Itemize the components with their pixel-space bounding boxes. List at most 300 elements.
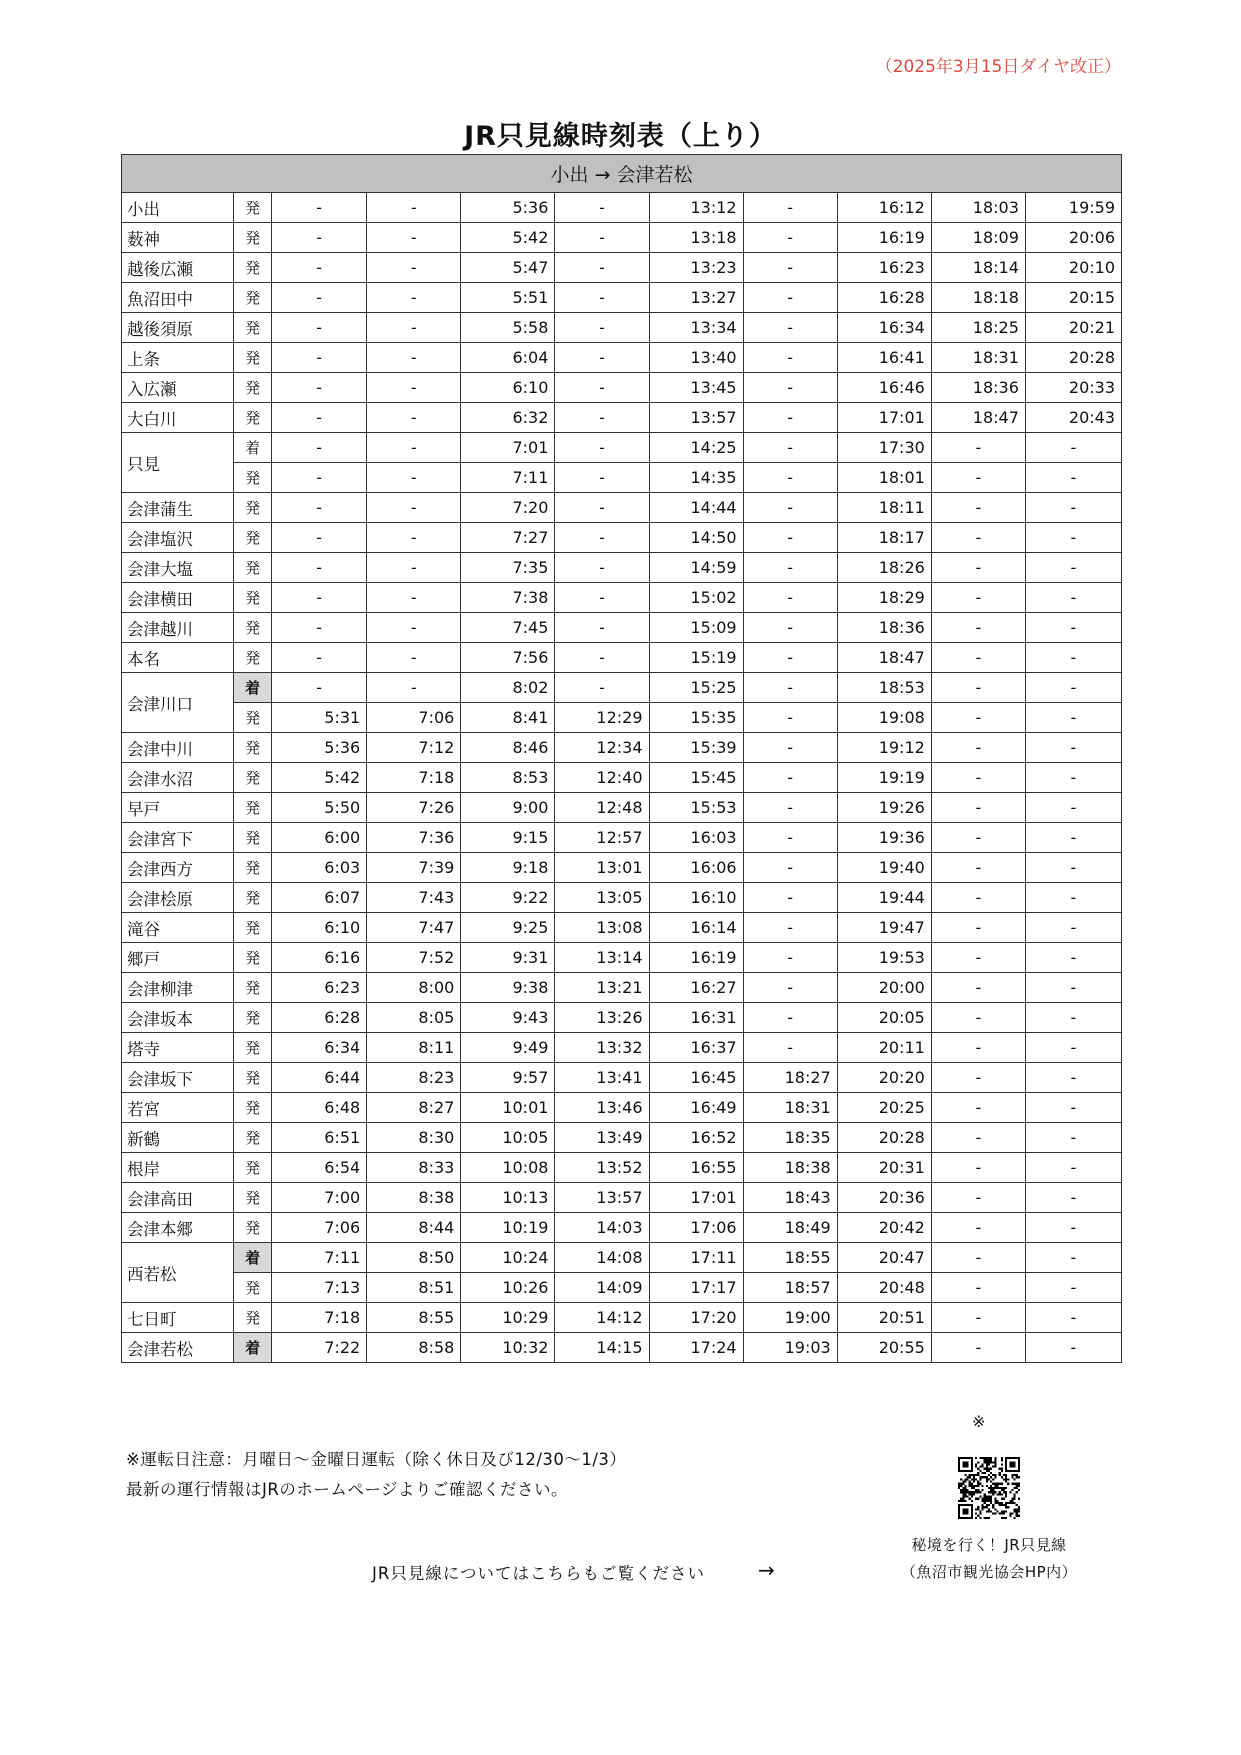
time-cell: - [367,433,461,463]
table-row [122,673,1122,703]
time-cell: - [555,313,649,343]
time-cell: 13:18 [649,223,743,253]
time-cell: 13:40 [649,343,743,373]
time-cell: 17:01 [649,1183,743,1213]
time-cell: - [555,193,649,223]
time-cell: 10:13 [461,1183,555,1213]
time-cell: - [555,583,649,613]
time-cell: 13:14 [555,943,649,973]
time-cell: 7:01 [461,433,555,463]
time-cell: - [555,343,649,373]
time-cell: 14:09 [555,1273,649,1303]
time-cell: - [272,553,367,583]
time-cell: - [1025,1273,1121,1303]
time-cell: 6:48 [272,1093,367,1123]
time-cell: 16:45 [649,1063,743,1093]
table-row [122,193,1122,223]
station-name: 会津水沼 [122,763,234,793]
station-name: 会津大塩 [122,553,234,583]
arrival-departure-mark: 発 [234,1183,272,1213]
time-cell: - [931,553,1025,583]
arrival-departure-mark: 発 [234,1033,272,1063]
time-cell: 16:34 [837,313,931,343]
time-cell: - [931,733,1025,763]
time-cell: - [1025,1033,1121,1063]
time-cell: - [272,403,367,433]
time-cell: - [743,823,837,853]
time-cell: - [367,523,461,553]
time-cell: 10:19 [461,1213,555,1243]
time-cell: - [367,493,461,523]
time-cell: - [743,673,837,703]
time-cell: - [272,523,367,553]
time-cell: - [272,463,367,493]
time-cell: - [1025,1243,1121,1273]
time-cell: - [1025,733,1121,763]
time-cell: 7:27 [461,523,555,553]
time-cell: 17:30 [837,433,931,463]
station-name: 会津塩沢 [122,523,234,553]
time-cell: 7:56 [461,643,555,673]
time-cell: - [931,763,1025,793]
time-cell: - [272,433,367,463]
time-cell: 14:25 [649,433,743,463]
time-cell: 15:02 [649,583,743,613]
time-cell: - [743,613,837,643]
arrival-departure-mark: 発 [234,283,272,313]
time-cell: - [555,223,649,253]
time-cell: 20:20 [837,1063,931,1093]
time-cell: - [743,343,837,373]
time-cell: - [1025,613,1121,643]
time-cell: - [1025,1153,1121,1183]
time-cell: 18:17 [837,523,931,553]
time-cell: - [272,223,367,253]
time-cell: 8:55 [367,1303,461,1333]
time-cell: - [272,343,367,373]
station-name: 会津桧原 [122,883,234,913]
table-row [122,943,1122,973]
station-name: 根岸 [122,1153,234,1183]
time-cell: 18:47 [837,643,931,673]
station-name: 会津蒲生 [122,493,234,523]
table-row [122,283,1122,313]
time-cell: - [931,583,1025,613]
station-name: 会津坂本 [122,1003,234,1033]
time-cell: 15:45 [649,763,743,793]
time-cell: 12:48 [555,793,649,823]
time-cell: 7:52 [367,943,461,973]
time-cell: 13:32 [555,1033,649,1063]
time-cell: - [931,1123,1025,1153]
arrival-departure-mark: 着 [234,433,272,463]
time-cell: 6:44 [272,1063,367,1093]
time-cell: 16:49 [649,1093,743,1123]
table-row [122,433,1122,463]
arrival-departure-mark: 発 [234,1153,272,1183]
time-cell: 5:42 [461,223,555,253]
time-cell: - [743,283,837,313]
time-cell: 8:46 [461,733,555,763]
time-cell: - [743,1003,837,1033]
time-cell: 6:07 [272,883,367,913]
time-cell: - [931,523,1025,553]
time-cell: - [1025,763,1121,793]
arrival-departure-mark: 着 [234,1333,272,1363]
time-cell: - [743,913,837,943]
time-cell: - [743,583,837,613]
time-cell: 20:31 [837,1153,931,1183]
table-row [122,703,1122,733]
time-cell: 20:11 [837,1033,931,1063]
time-cell: 7:06 [272,1213,367,1243]
time-cell: 18:38 [743,1153,837,1183]
table-row [122,403,1122,433]
arrival-departure-mark: 着 [234,1243,272,1273]
time-cell: 8:23 [367,1063,461,1093]
table-row [122,313,1122,343]
time-cell: 8:05 [367,1003,461,1033]
time-cell: 9:18 [461,853,555,883]
time-cell: 8:50 [367,1243,461,1273]
time-cell: 18:53 [837,673,931,703]
arrival-departure-mark: 発 [234,1213,272,1243]
time-cell: - [1025,463,1121,493]
arrival-departure-mark: 発 [234,883,272,913]
time-cell: 13:57 [555,1183,649,1213]
arrival-departure-mark: 発 [234,943,272,973]
time-cell: 18:25 [931,313,1025,343]
time-cell: 5:50 [272,793,367,823]
time-cell: 19:12 [837,733,931,763]
time-cell: 6:00 [272,823,367,853]
table-row [122,973,1122,1003]
time-cell: 8:38 [367,1183,461,1213]
arrival-departure-mark: 発 [234,973,272,1003]
time-cell: - [743,883,837,913]
time-cell: - [1025,673,1121,703]
time-cell: - [743,433,837,463]
table-row [122,793,1122,823]
arrival-departure-mark: 発 [234,613,272,643]
station-name: 会津川口 [122,673,234,733]
arrival-departure-mark: 発 [234,343,272,373]
table-row [122,913,1122,943]
time-cell: 19:08 [837,703,931,733]
time-cell: 13:26 [555,1003,649,1033]
station-name: 会津坂下 [122,1063,234,1093]
time-cell: - [1025,553,1121,583]
time-cell: 9:43 [461,1003,555,1033]
time-cell: - [1025,1333,1121,1363]
time-cell: 18:26 [837,553,931,583]
time-cell: 9:31 [461,943,555,973]
station-name: 塔寺 [122,1033,234,1063]
time-cell: 14:50 [649,523,743,553]
station-name: 小出 [122,193,234,223]
time-cell: - [555,403,649,433]
time-cell: 13:12 [649,193,743,223]
table-row [122,763,1122,793]
time-cell: 7:18 [272,1303,367,1333]
time-cell: 18:09 [931,223,1025,253]
time-cell: 20:10 [1025,253,1121,283]
time-cell: 7:35 [461,553,555,583]
station-name: 会津横田 [122,583,234,613]
time-cell: - [367,673,461,703]
table-row [122,1183,1122,1213]
arrival-departure-mark: 発 [234,463,272,493]
time-cell: - [931,1333,1025,1363]
time-cell: - [743,973,837,1003]
time-cell: - [931,613,1025,643]
time-cell: 7:22 [272,1333,367,1363]
time-cell: 7:00 [272,1183,367,1213]
time-cell: 18:01 [837,463,931,493]
time-cell: 17:06 [649,1213,743,1243]
time-cell: - [555,523,649,553]
time-cell: 18:35 [743,1123,837,1153]
asterisk-mark: ※ [972,1412,986,1431]
time-cell: 16:06 [649,853,743,883]
time-cell: 15:35 [649,703,743,733]
time-cell: - [743,193,837,223]
time-cell: 5:36 [461,193,555,223]
time-cell: 19:47 [837,913,931,943]
time-cell: 16:37 [649,1033,743,1063]
table-row [122,1033,1122,1063]
time-cell: - [367,283,461,313]
time-cell: 20:42 [837,1213,931,1243]
time-cell: - [931,823,1025,853]
time-cell: 16:12 [837,193,931,223]
time-cell: 13:52 [555,1153,649,1183]
time-cell: 20:28 [837,1123,931,1153]
time-cell: 10:24 [461,1243,555,1273]
time-cell: 18:47 [931,403,1025,433]
time-cell: 10:32 [461,1333,555,1363]
time-cell: 14:15 [555,1333,649,1363]
time-cell: - [555,493,649,523]
time-cell: 18:36 [837,613,931,643]
station-name: 薮神 [122,223,234,253]
time-cell: - [1025,1303,1121,1333]
arrival-departure-mark: 発 [234,223,272,253]
station-name: 会津本郷 [122,1213,234,1243]
time-cell: 5:51 [461,283,555,313]
time-cell: 16:41 [837,343,931,373]
time-cell: 8:53 [461,763,555,793]
qr-caption: 秘境を行く！JR只見線 [911,1536,1067,1554]
time-cell: - [743,493,837,523]
time-cell: - [743,1033,837,1063]
time-cell: 12:57 [555,823,649,853]
time-cell: 15:19 [649,643,743,673]
time-cell: 16:27 [649,973,743,1003]
arrival-departure-mark: 発 [234,823,272,853]
table-row [122,343,1122,373]
time-cell: 6:32 [461,403,555,433]
time-cell: 17:11 [649,1243,743,1273]
time-cell: - [555,643,649,673]
time-cell: 20:28 [1025,343,1121,373]
time-cell: 18:31 [743,1093,837,1123]
station-name: 越後須原 [122,313,234,343]
station-name: 若宮 [122,1093,234,1123]
station-name: 会津西方 [122,853,234,883]
time-cell: - [367,403,461,433]
time-cell: 5:36 [272,733,367,763]
table-row [122,1333,1122,1363]
table-row [122,1153,1122,1183]
time-cell: 13:27 [649,283,743,313]
time-cell: - [367,343,461,373]
time-cell: 8:30 [367,1123,461,1153]
time-cell: 8:27 [367,1093,461,1123]
route-header: 小出 → 会津若松 [122,155,1122,193]
time-cell: 16:28 [837,283,931,313]
time-cell: 7:26 [367,793,461,823]
station-name: 滝谷 [122,913,234,943]
time-cell: 16:23 [837,253,931,283]
time-cell: 6:16 [272,943,367,973]
table-row [122,853,1122,883]
time-cell: - [931,1093,1025,1123]
station-name: 入広瀬 [122,373,234,403]
arrival-departure-mark: 発 [234,703,272,733]
time-cell: 17:17 [649,1273,743,1303]
time-cell: 8:44 [367,1213,461,1243]
time-cell: 8:02 [461,673,555,703]
time-cell: 7:11 [272,1243,367,1273]
time-cell: - [1025,913,1121,943]
time-cell: 7:13 [272,1273,367,1303]
time-cell: 10:05 [461,1123,555,1153]
time-cell: 19:26 [837,793,931,823]
time-cell: 9:15 [461,823,555,853]
time-cell: - [367,313,461,343]
time-cell: 19:19 [837,763,931,793]
arrival-departure-mark: 発 [234,763,272,793]
time-cell: 19:40 [837,853,931,883]
time-cell: 18:03 [931,193,1025,223]
time-cell: 14:35 [649,463,743,493]
table-row [122,253,1122,283]
time-cell: - [1025,1123,1121,1153]
time-cell: - [1025,433,1121,463]
time-cell: - [931,673,1025,703]
arrival-departure-mark: 発 [234,1123,272,1153]
time-cell: 8:41 [461,703,555,733]
table-row [122,1303,1122,1333]
station-name: 会津宮下 [122,823,234,853]
table-row [122,1123,1122,1153]
time-cell: 12:34 [555,733,649,763]
time-cell: - [367,583,461,613]
station-name: 七日町 [122,1303,234,1333]
time-cell: 5:31 [272,703,367,733]
time-cell: 13:46 [555,1093,649,1123]
arrival-departure-mark: 発 [234,1003,272,1033]
station-name: 会津若松 [122,1333,234,1363]
time-cell: 6:10 [272,913,367,943]
time-cell: 18:14 [931,253,1025,283]
time-cell: 19:53 [837,943,931,973]
time-cell: 15:53 [649,793,743,823]
time-cell: - [931,643,1025,673]
time-cell: 14:08 [555,1243,649,1273]
table-row [122,523,1122,553]
table-row [122,823,1122,853]
time-cell: - [272,613,367,643]
time-cell: 18:31 [931,343,1025,373]
time-cell: - [1025,1063,1121,1093]
time-cell: - [743,733,837,763]
time-cell: 14:03 [555,1213,649,1243]
time-cell: 7:43 [367,883,461,913]
time-cell: 12:29 [555,703,649,733]
time-cell: - [1025,523,1121,553]
arrival-departure-mark: 発 [234,253,272,283]
table-row [122,583,1122,613]
time-cell: 20:55 [837,1333,931,1363]
time-cell: 13:08 [555,913,649,943]
time-cell: - [1025,973,1121,1003]
time-cell: 18:43 [743,1183,837,1213]
time-cell: 20:25 [837,1093,931,1123]
time-cell: 9:00 [461,793,555,823]
time-cell: - [367,463,461,493]
time-cell: 6:51 [272,1123,367,1153]
time-cell: - [743,463,837,493]
time-cell: 8:33 [367,1153,461,1183]
time-cell: 6:10 [461,373,555,403]
time-cell: 17:24 [649,1333,743,1363]
arrival-departure-mark: 発 [234,193,272,223]
arrow-right-icon: → [758,1558,775,1582]
arrival-departure-mark: 着 [234,673,272,703]
station-name: 会津柳津 [122,973,234,1003]
time-cell: - [272,253,367,283]
arrival-departure-mark: 発 [234,1303,272,1333]
qr-code[interactable] [958,1457,1020,1519]
time-cell: - [1025,1183,1121,1213]
arrival-departure-mark: 発 [234,793,272,823]
timetable [121,154,1122,1363]
station-name: 本名 [122,643,234,673]
time-cell: - [272,373,367,403]
table-row [122,493,1122,523]
table-row [122,883,1122,913]
time-cell: - [1025,583,1121,613]
station-name: 郷戸 [122,943,234,973]
time-cell: 16:14 [649,913,743,943]
time-cell: - [555,673,649,703]
time-cell: 13:57 [649,403,743,433]
time-cell: 7:20 [461,493,555,523]
time-cell: - [931,1033,1025,1063]
time-cell: - [743,253,837,283]
time-cell: 20:21 [1025,313,1121,343]
time-cell: 10:26 [461,1273,555,1303]
time-cell: 17:01 [837,403,931,433]
time-cell: - [272,673,367,703]
time-cell: 13:01 [555,853,649,883]
time-cell: - [1025,883,1121,913]
time-cell: 19:36 [837,823,931,853]
time-cell: - [1025,703,1121,733]
time-cell: 10:01 [461,1093,555,1123]
